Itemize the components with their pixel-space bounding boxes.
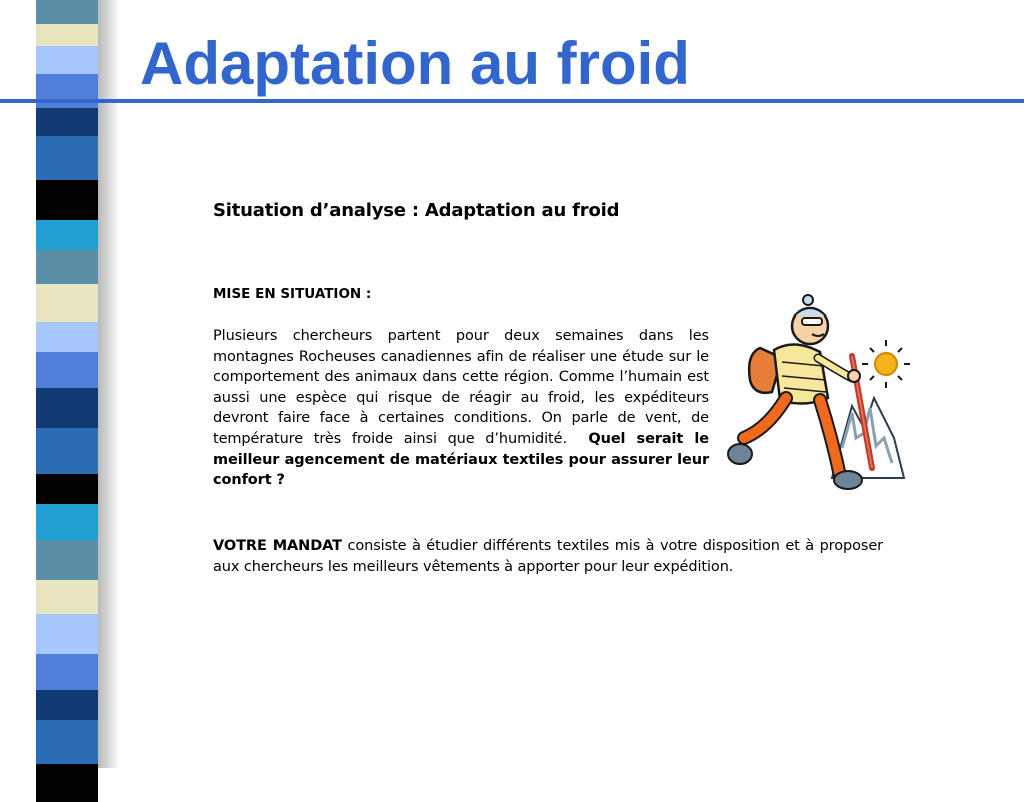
mandat-text: consiste à étudier différents textiles mis à votre disposition et à proposer aux chercheurs les meilleurs vêtements à apporter pour leur expédition.: [213, 538, 883, 575]
slide-subtitle: Situation d’analyse : Adaptation au froid: [213, 200, 620, 221]
stripe-segment: [36, 46, 98, 74]
stripe-segment: [36, 474, 98, 504]
mandat-paragraph: [213, 536, 883, 577]
hiker-illustration: [724, 288, 914, 508]
stripe-segment: [36, 250, 98, 284]
stripe-segment: [36, 24, 98, 46]
situation-question: Quel serait le meilleur agencement de matériaux textiles pour assurer leur confort ?: [213, 430, 709, 489]
title-underline: [0, 99, 1024, 103]
situation-text: Plusieurs chercheurs partent pour deux semaines dans les montagnes Rocheuses canadiennes afin de réaliser une étude sur le comportement des animaux dans cette région. Comme l’humain est aussi une espèce qui risque de réagir au froid, les expéditeurs devront faire face à certaines conditions. On parle de vent, de température très froide ainsi que d’humidité.: [213, 328, 709, 447]
stripe-segment: [36, 322, 98, 352]
decorative-stripe-bar: [36, 0, 98, 768]
stripe-segment: [36, 428, 98, 474]
stripe-segment: [36, 0, 98, 24]
stripe-shadow: [98, 0, 120, 768]
stripe-segment: [36, 388, 98, 428]
stripe-segment: [36, 352, 98, 388]
section-title: MISE EN SITUATION :: [213, 286, 372, 302]
stripe-segment: [36, 180, 98, 220]
stripe-segment: [36, 720, 98, 764]
stripe-segment: [36, 540, 98, 580]
stripe-segment: [36, 504, 98, 540]
stripe-segment: [36, 580, 98, 614]
stripe-segment: [36, 108, 98, 136]
stripe-segment: [36, 690, 98, 720]
situation-paragraph: [213, 326, 709, 491]
stripe-segment: [36, 284, 98, 322]
stripe-segment: [36, 220, 98, 250]
stripe-segment: [36, 764, 98, 802]
sun-icon: [862, 340, 910, 388]
stripe-segment: [36, 654, 98, 690]
slide-body: [213, 200, 883, 575]
mandat-label: VOTRE MANDAT: [213, 538, 342, 554]
slide-title: Adaptation au froid: [140, 30, 690, 97]
stripe-segment: [36, 614, 98, 654]
stripe-segment: [36, 136, 98, 180]
